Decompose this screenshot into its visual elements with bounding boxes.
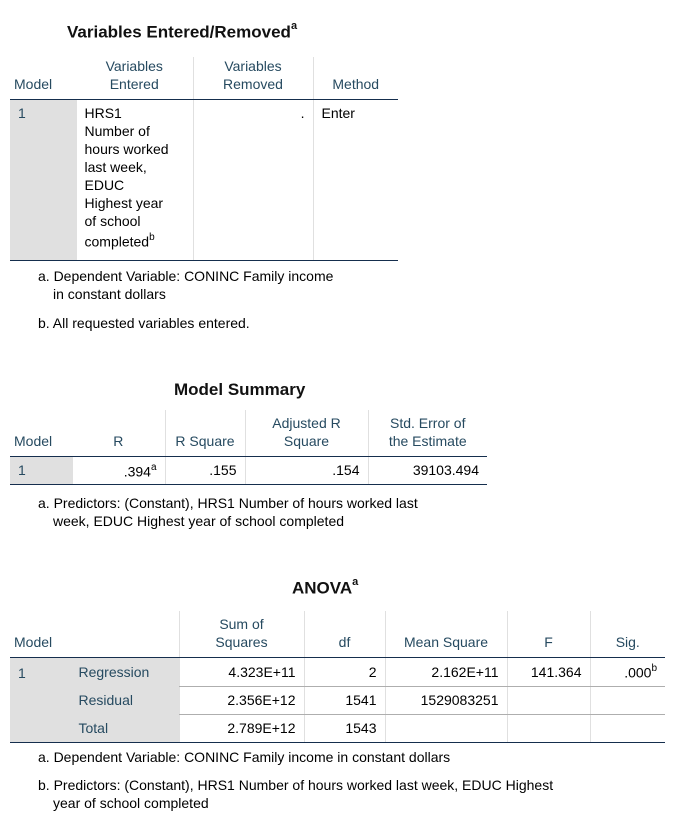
entered-line: of school bbox=[84, 213, 141, 229]
col-header-method: Method bbox=[313, 57, 398, 100]
col-header-sum-of-squares bbox=[179, 611, 304, 657]
f-cell bbox=[507, 686, 590, 714]
col-header-model: Model bbox=[10, 611, 70, 657]
footnote-marker: b bbox=[149, 232, 155, 243]
table-header-row bbox=[10, 410, 487, 456]
df-cell: 2 bbox=[304, 657, 385, 686]
anova-title-text: ANOVA bbox=[292, 578, 353, 598]
header-line: the Estimate bbox=[388, 432, 467, 449]
col-header-df: df bbox=[304, 611, 385, 657]
anova-title bbox=[292, 578, 358, 599]
note-line: b. Predictors: (Constant), HRS1 Number of hours worked last week, EDUC Highest bbox=[38, 777, 554, 793]
col-header-variables-removed bbox=[193, 57, 313, 100]
header-line: Sum of bbox=[219, 615, 264, 632]
sum-of-squares-cell: 2.789E+12 bbox=[179, 714, 304, 742]
table-row bbox=[10, 657, 665, 686]
entered-line: Number of bbox=[84, 123, 150, 139]
entered-line: hours worked bbox=[84, 141, 169, 157]
variables-entered-removed-table bbox=[10, 57, 398, 261]
mean-square-cell: 2.162E+11 bbox=[385, 657, 507, 686]
header-line: Std. Error of bbox=[390, 414, 466, 431]
sum-of-squares-cell: 4.323E+11 bbox=[179, 657, 304, 686]
adjusted-r-square-cell: .154 bbox=[245, 456, 368, 484]
anova-footnote-a: a. Dependent Variable: CONINC Family income in constant dollars bbox=[38, 749, 451, 765]
df-cell: 1541 bbox=[304, 686, 385, 714]
variables-title-text: Variables Entered/Removed bbox=[67, 22, 291, 42]
r-value: .394 bbox=[123, 463, 151, 480]
header-line: Squares bbox=[215, 633, 268, 650]
model-cell: 1 bbox=[10, 456, 72, 484]
variables-entered-cell bbox=[76, 100, 193, 261]
col-header-sig: Sig. bbox=[590, 611, 665, 657]
footnote-marker: a bbox=[150, 461, 157, 473]
f-cell: 141.364 bbox=[507, 657, 590, 686]
note-line: week, EDUC Highest year of school completed bbox=[53, 513, 345, 529]
variables-entered-removed-title bbox=[67, 22, 297, 43]
sig-cell bbox=[590, 714, 665, 742]
anova-table bbox=[10, 611, 665, 743]
header-line: Adjusted R bbox=[272, 414, 341, 431]
note-line: a. Dependent Variable: CONINC Family income bbox=[38, 268, 334, 284]
col-header-mean-square: Mean Square bbox=[385, 611, 507, 657]
entered-line: HRS1 bbox=[84, 105, 122, 121]
table-row bbox=[10, 100, 398, 261]
table-row bbox=[10, 456, 487, 484]
model-cell: 1 bbox=[10, 657, 70, 742]
mean-square-cell bbox=[385, 714, 507, 742]
entered-header-text: Variables Entered bbox=[105, 58, 163, 92]
entered-line: Highest year bbox=[84, 195, 164, 211]
table-header-row bbox=[10, 611, 665, 657]
note-line: a. Predictors: (Constant), HRS1 Number of hours worked last bbox=[38, 495, 418, 511]
sig-value: .000 bbox=[624, 664, 652, 681]
sig-cell bbox=[590, 657, 665, 686]
table-row bbox=[10, 686, 665, 714]
variables-footnote-a bbox=[38, 267, 333, 303]
col-header-model: Model bbox=[10, 57, 76, 100]
col-header-r-square: R Square bbox=[165, 410, 245, 456]
method-cell: Enter bbox=[313, 100, 398, 261]
title-footnote-marker: a bbox=[290, 20, 298, 32]
sum-of-squares-cell: 2.356E+12 bbox=[179, 686, 304, 714]
source-label-cell: Residual bbox=[70, 686, 179, 714]
footnote-marker: b bbox=[651, 663, 657, 675]
note-line: year of school completed bbox=[53, 795, 209, 811]
col-header-std-error bbox=[368, 410, 487, 456]
table-header-row bbox=[10, 57, 398, 100]
col-header-variables-entered bbox=[76, 57, 193, 100]
source-label-cell: Regression bbox=[70, 657, 179, 686]
anova-footnote-b bbox=[38, 776, 553, 812]
sig-cell bbox=[590, 686, 665, 714]
entered-line-text: completed bbox=[84, 233, 150, 250]
col-header-source bbox=[70, 611, 179, 657]
model-summary-footnote-a bbox=[38, 494, 418, 530]
std-error-cell: 39103.494 bbox=[368, 456, 487, 484]
f-cell bbox=[507, 714, 590, 742]
col-header-model: Model bbox=[10, 410, 72, 456]
df-cell: 1543 bbox=[304, 714, 385, 742]
mean-square-cell: 1529083251 bbox=[385, 686, 507, 714]
entered-line: last week, bbox=[84, 159, 147, 175]
note-line: in constant dollars bbox=[53, 286, 166, 302]
title-footnote-marker: a bbox=[352, 576, 359, 588]
model-summary-table bbox=[10, 410, 487, 485]
variables-footnote-b: b. All requested variables entered. bbox=[38, 315, 250, 331]
r-cell bbox=[72, 456, 165, 484]
variables-removed-cell: . bbox=[193, 100, 313, 261]
col-header-adjusted-r-square bbox=[245, 410, 368, 456]
entered-line bbox=[85, 230, 185, 251]
table-row bbox=[10, 714, 665, 742]
source-label-cell: Total bbox=[70, 714, 179, 742]
r-square-cell: .155 bbox=[165, 456, 245, 484]
entered-line: EDUC bbox=[84, 177, 125, 193]
header-line: Square bbox=[283, 432, 330, 449]
col-header-f: F bbox=[507, 611, 590, 657]
model-summary-title: Model Summary bbox=[174, 380, 306, 399]
model-cell: 1 bbox=[10, 100, 76, 261]
removed-header-text: Variables Removed bbox=[223, 58, 283, 92]
col-header-r: R bbox=[72, 410, 165, 456]
